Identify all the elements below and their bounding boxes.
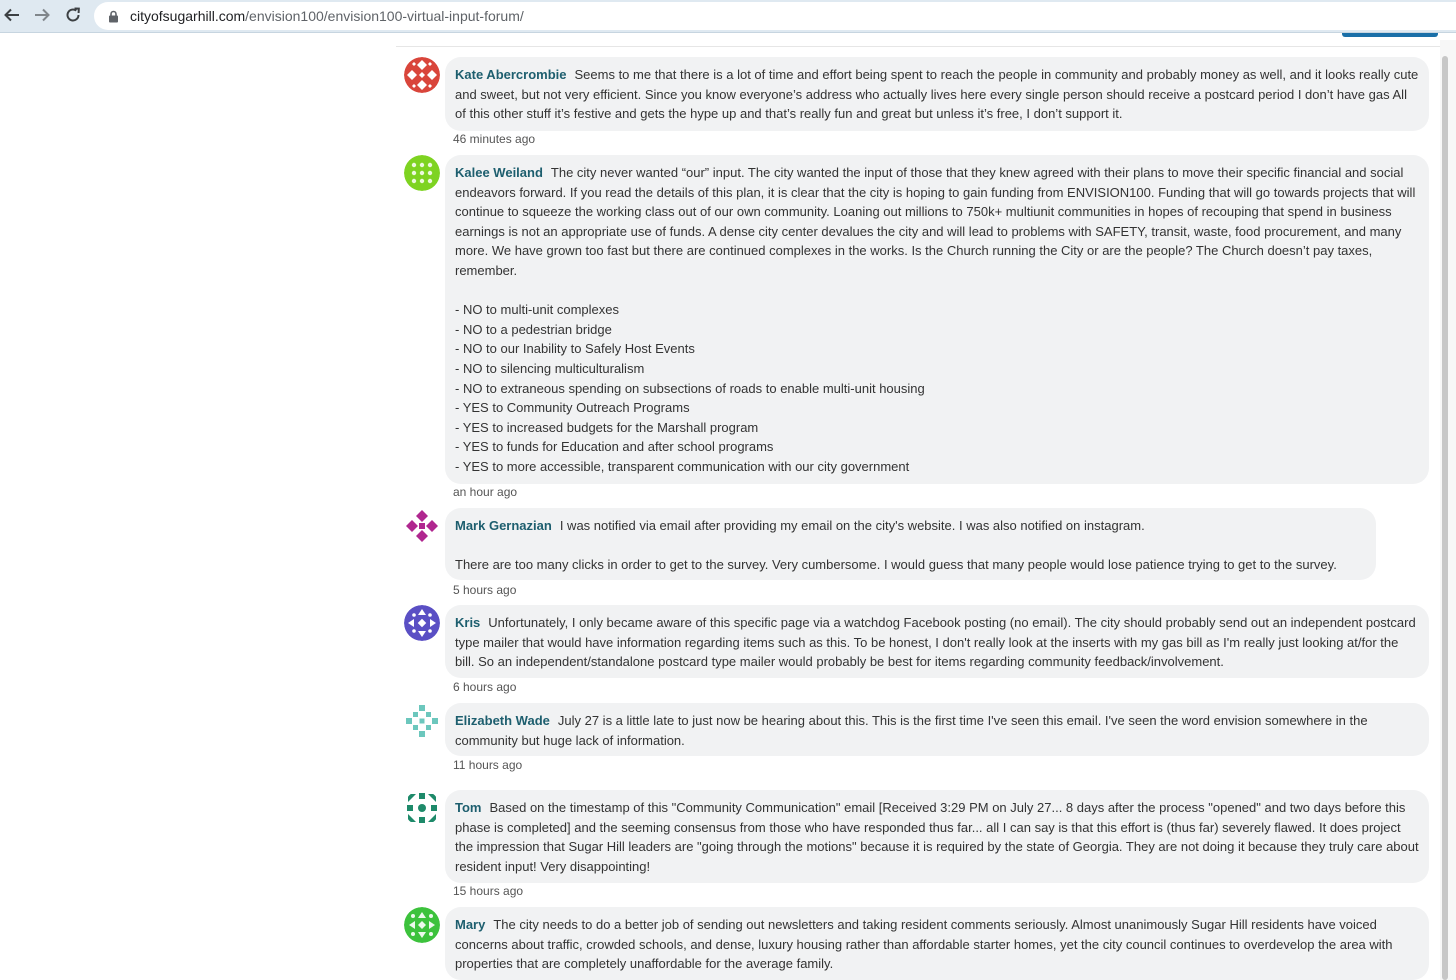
comment-bubble <box>445 508 1376 580</box>
identicon-icon <box>404 57 440 93</box>
comment-text: I was notified via email after providing my email on the city's website. I was also notified on instagram. There are too many clicks in order to get to the survey. Very cumbersome. I would guess that many people would lose patience trying to get to the survey. <box>455 518 1337 573</box>
identicon-icon <box>404 790 440 826</box>
comment-text: The city needs to do a better job of sending out newsletters and taking resident comments seriously. Almost unanimously Sugar Hill residents have voiced concerns about traffic, crowded schools, and dense, luxury housing rather than affordable starter homes, yet the city council continues to overdevelop the area with properties that are completely unaffordable for the average family. <box>455 917 1393 972</box>
comment-timestamp[interactable]: an hour ago <box>453 485 518 499</box>
feed-divider <box>396 46 1440 47</box>
url-path: /envision100/envision100-virtual-input-forum/ <box>245 8 524 24</box>
identicon-icon <box>404 155 440 191</box>
browser-toolbar <box>0 0 1456 33</box>
identicon-icon <box>404 907 440 943</box>
avatar[interactable] <box>404 57 440 93</box>
comment-bubble <box>445 155 1429 484</box>
avatar[interactable] <box>404 155 440 191</box>
avatar[interactable] <box>404 605 440 641</box>
comment-bubble <box>445 703 1429 756</box>
comment-author[interactable]: Mary <box>455 917 486 932</box>
comment-bubble <box>445 907 1429 980</box>
comment-author[interactable]: Kalee Weiland <box>455 165 543 180</box>
comment-author[interactable]: Kate Abercrombie <box>455 67 567 82</box>
comment-timestamp[interactable]: 11 hours ago <box>453 758 523 772</box>
comment-timestamp[interactable]: 15 hours ago <box>453 884 524 898</box>
comment-timestamp[interactable]: 6 hours ago <box>453 680 517 694</box>
comment-timestamp[interactable]: 5 hours ago <box>453 583 517 597</box>
url-text <box>130 8 524 24</box>
comment-text: Unfortunately, I only became aware of this specific page via a watchdog Facebook posting (no email). The city should probably send out an independent postcard type mailer that would have information regarding items such as this. To be honest, I don't really look at the inserts with my gas bill as I'm really just looking at/for the bill. So an independent/standalone postcard type mailer would probably be best for items regarding community feedback/involvement. <box>455 615 1416 670</box>
reload-icon <box>64 6 82 24</box>
address-bar[interactable] <box>94 2 1456 30</box>
back-button[interactable] <box>0 3 24 27</box>
avatar[interactable] <box>404 703 440 739</box>
identicon-icon <box>404 703 440 739</box>
avatar[interactable] <box>404 907 440 943</box>
comment-author[interactable]: Kris <box>455 615 481 630</box>
reload-button[interactable] <box>61 3 85 27</box>
comment-text: July 27 is a little late to just now be hearing about this. This is the first time I've seen this email. I've seen the word envision somewhere in the community but huge lack of information. <box>455 713 1368 748</box>
url-host: cityofsugarhill.com <box>130 8 246 24</box>
comment-text: The city never wanted “our” input. The city wanted the input of those that they knew agreed with their plans to move their specific financial and social endeavors forward. If you read the details of this plan, it is clear that the city is hoping to gain funding from ENVISION100. Funding that will go towards projects that will continue to squeeze the working class out of our own community. Loaning out millions to 750k+ multiunit communities in hopes of recouping that spend in business earnings is not an appropriate use of funds. A dense city center devalues the city and will lead to problems with SAFETY, transit, waste, food procurement, and many more. We have grown too fast but there are continued complexes in the works. Is the Church running the City or are the people? The Church doesn’t pay taxes, remember. - NO to multi-unit complexes - NO to a pedestrian bridge - NO to our Inability to Safely Host Events - NO to silencing multiculturalism - NO to extraneous spending on subsections of roads to enable multi-unit housing - YES to Community Outreach Programs - YES to increased budgets for the Marshall program - YES to funds for Education and after school programs - YES to more accessible, transparent communication with our city government <box>455 165 1416 474</box>
comment-author[interactable]: Elizabeth Wade <box>455 713 550 728</box>
comment-bubble <box>445 605 1429 678</box>
submit-button-edge[interactable] <box>1342 33 1438 37</box>
avatar[interactable] <box>404 508 440 544</box>
comment-bubble <box>445 790 1429 883</box>
comment-author[interactable]: Mark Gernazian <box>455 518 552 533</box>
comment-author[interactable]: Tom <box>455 800 482 815</box>
identicon-icon <box>404 508 440 544</box>
identicon-icon <box>404 605 440 641</box>
lock-icon <box>108 9 120 23</box>
avatar[interactable] <box>404 790 440 826</box>
arrow-left-icon <box>3 6 21 24</box>
comment-text: Based on the timestamp of this "Community Communication" email [Received 3:29 PM on July 27... 8 days after the process "opened" and two days before this phase is completed] and the seeming consensus from those who have responded thus far... all I can say is that this effort is (thus far) severely flawed. It does project the impression that Sugar Hill leaders are "going through the motions" because it is required by the state of Georgia. They are not doing it because they truly care about resident input! Very disappointing! <box>455 800 1419 874</box>
comment-bubble <box>445 57 1429 131</box>
comment-text: Seems to me that there is a lot of time and effort being spent to reach the people in community and probably money as well, and it looks really cute and sweet, but not very efficient. Since you know everyone’s address who actually lives here every single person should receive a postcard period I don’t have gas All of this other stuff it’s festive and gets the hype up and that’s really fun and great but unless it’s free, I don’t support it. <box>455 67 1419 122</box>
scrollbar-thumb[interactable] <box>1442 56 1448 980</box>
comment-timestamp[interactable]: 46 minutes ago <box>453 132 536 146</box>
arrow-right-icon <box>33 6 51 24</box>
forward-button[interactable] <box>30 3 54 27</box>
